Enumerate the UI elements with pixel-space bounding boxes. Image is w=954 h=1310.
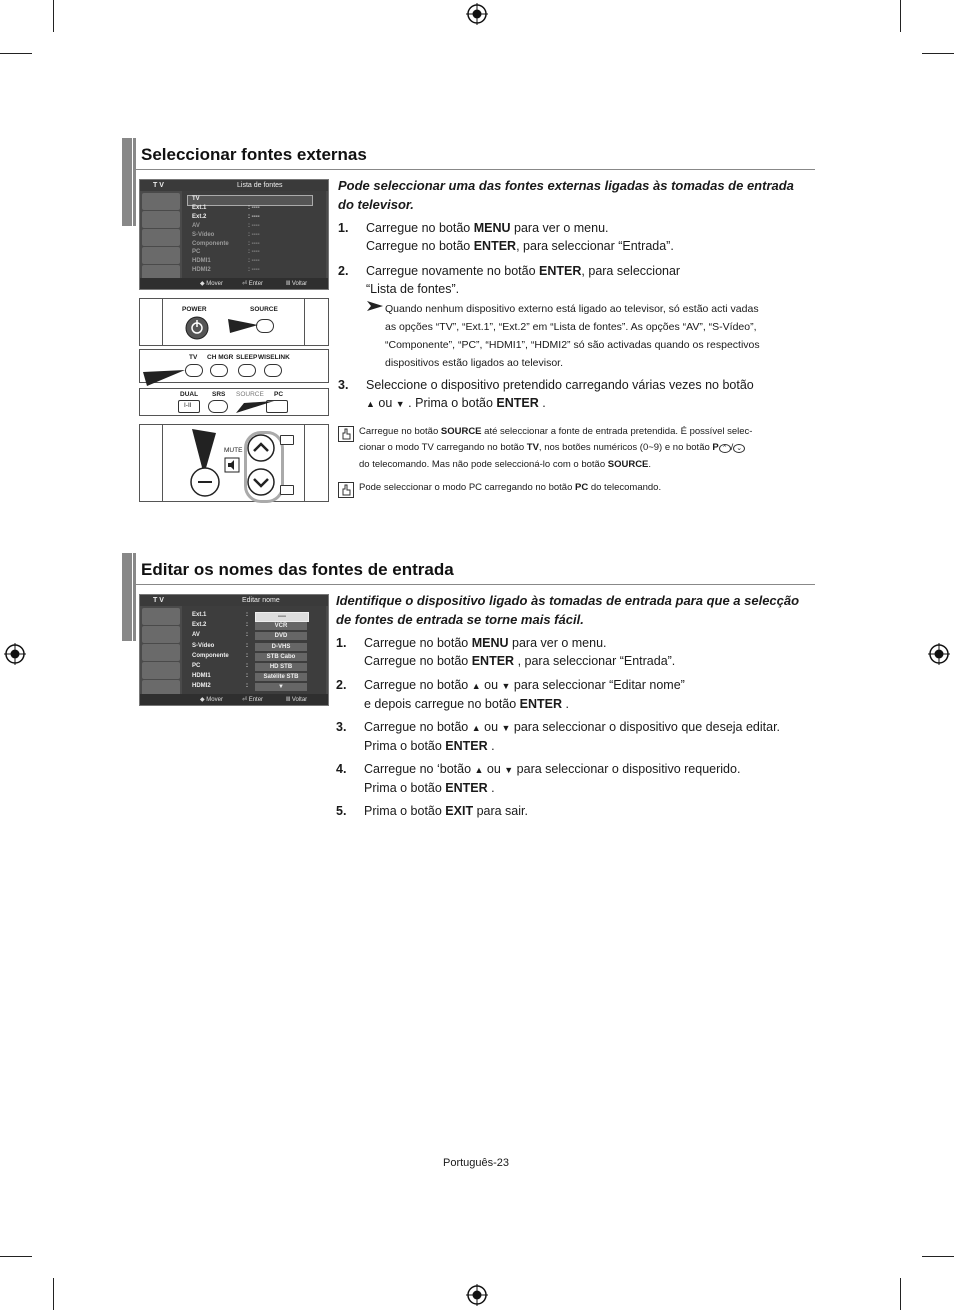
pointer-arrow-icon (236, 399, 276, 415)
up-arrow-icon: ▲ (366, 399, 375, 409)
menu-left-label: T V (153, 597, 164, 604)
ch-up-icon: ⌃ (719, 444, 731, 453)
menu-item: Ext.1 (192, 612, 207, 618)
menu-item: AV (192, 222, 200, 229)
hand-note-icon (338, 482, 354, 498)
volume-down-icon (190, 467, 220, 497)
wiselink-label: WISELINK (258, 354, 290, 361)
menu-item-value: : ---- (248, 240, 260, 247)
menu-item: PC (192, 249, 201, 256)
menu-colon: : (246, 642, 248, 649)
menu-header (140, 180, 328, 191)
tv-menu-source-list (139, 179, 329, 290)
mute-icon (224, 457, 240, 473)
section-rule (133, 584, 815, 585)
menu-item: HDMI1 (192, 258, 211, 265)
edit-name-option: ▼ (255, 683, 307, 691)
menu-item-value: : ---- (248, 204, 260, 211)
section-intro: Identifique o dispositivo ligado às tomadas de entrada para que a selecção de fontes de entrada se torne mais fácil. (336, 593, 800, 627)
menu-panel (182, 191, 326, 278)
menu-colon: : (246, 673, 248, 680)
ch-down-icon: ⌄ (733, 444, 745, 453)
down-arrow-icon: ▼ (504, 765, 514, 775)
crop-mark (900, 1278, 901, 1310)
menu-title: Lista de fontes (237, 182, 283, 189)
menu-colon: : (246, 632, 248, 639)
footer-back: Ⅲ Voltar (286, 697, 308, 703)
section-title: Seleccionar fontes externas (141, 145, 367, 164)
menu-item: Ext.2 (192, 622, 207, 629)
chmgr-label: CH MGR (207, 354, 234, 361)
pc-label: PC (274, 391, 284, 398)
edit-name-option: Satélite STB (255, 673, 307, 681)
remote-mid-panel (139, 349, 329, 383)
crop-mark (900, 0, 901, 32)
menu-colon: : (246, 622, 248, 629)
edit-name-option: STB Cabo (255, 653, 307, 661)
menu-item-value: : ---- (248, 258, 260, 265)
menu-item: AV (192, 632, 200, 639)
menu-item: TV (192, 196, 200, 202)
section-bar (133, 553, 136, 641)
menu-item-value: : ---- (248, 249, 260, 256)
edit-name-option: ---- (255, 612, 309, 622)
menu-colon: : (246, 663, 248, 669)
footer-back: Ⅲ Voltar (286, 281, 308, 287)
edit-name-option: VCR (255, 622, 307, 630)
srs-label: SRS (212, 391, 226, 398)
menu-left-label: T V (153, 182, 164, 189)
channel-up-icon (246, 433, 276, 463)
footer-enter: ⏎ Enter (242, 697, 264, 703)
menu-item: Ext.2 (192, 213, 207, 220)
wiselink-button (264, 364, 282, 377)
menu-item: PC (192, 663, 201, 669)
section-rule (133, 169, 815, 170)
footer-enter: ⏎ Enter (242, 281, 264, 287)
tip-source: Carregue no botão SOURCE até seleccionar a fonte de entrada pretendida. É possível selec- cionar o modo TV carregando no botão TV, nos botões numéricos (0~9) e no botão P ⌃ / ⌄ do telecomando. Mas não pode seleccioná-lo com o botão SOURCE. (359, 426, 753, 470)
power-button-icon (185, 316, 209, 340)
menu-header (140, 595, 328, 606)
dual-label: DUAL (180, 391, 199, 398)
up-arrow-icon: ▲ (471, 681, 481, 691)
section-bar (122, 138, 132, 226)
pointer-arrow-icon (228, 315, 262, 335)
note-text: Quando nenhum dispositivo externo está ligado ao televisor, só estão acti vadas as opções “TV”, “Ext.1”, “Ext.2” em “Lista de fontes”. As opções “AV”, “S-Vídeo”, “Componente”, “PC”, “HDMI1”, “HDMI2” só são activadas quando os respectivos dispositivos estão ligados ao televisor. (385, 303, 760, 369)
menu-footer (140, 278, 328, 289)
remote-bottom-panel (139, 424, 329, 502)
crop-mark (922, 1256, 954, 1257)
menu-footer (140, 694, 328, 705)
source2-label: SOURCE (236, 391, 264, 398)
footer-move: ◆ Mover (200, 697, 223, 703)
side-button (280, 485, 294, 495)
section-bar (122, 553, 132, 641)
menu-item-value: : ---- (248, 222, 260, 229)
tv-button (185, 364, 203, 377)
channel-down-icon (246, 467, 276, 497)
menu-item: S-Vídeo (192, 231, 215, 238)
menu-item: Ext.1 (192, 204, 207, 211)
section-title: Editar os nomes das fontes de entrada (141, 560, 454, 579)
edit-name-option: D-VHS (255, 643, 307, 651)
menu-item: Componente (192, 240, 229, 247)
menu-colon: : (246, 612, 248, 618)
hand-note-icon (338, 426, 354, 442)
chmgr-button (210, 364, 228, 377)
menu-item-value: : ---- (248, 231, 260, 238)
power-label: POWER (182, 306, 207, 313)
registration-mark-icon (928, 643, 950, 665)
menu-side-icons (142, 608, 180, 698)
remote-lower-panel (139, 388, 329, 416)
menu-item-value: : ---- (248, 213, 260, 220)
menu-side-icons (142, 193, 180, 283)
up-arrow-icon: ▲ (474, 765, 484, 775)
crop-mark (53, 0, 54, 32)
menu-item: HDMI2 (192, 267, 211, 274)
registration-mark-icon (466, 1284, 488, 1306)
menu-item: Componente (192, 652, 229, 659)
menu-panel (182, 606, 326, 694)
edit-name-option: DVD (255, 632, 307, 640)
registration-mark-icon (466, 3, 488, 25)
source-label: SOURCE (250, 306, 278, 313)
sleep-button (238, 364, 256, 377)
down-arrow-icon: ▼ (501, 723, 511, 733)
registration-mark-icon (4, 643, 26, 665)
edit-name-option: HD STB (255, 663, 307, 671)
menu-item-value: : ---- (248, 267, 260, 274)
section-intro: Pode seleccionar uma das fontes externas ligadas às tomadas de entrada do televisor. (338, 178, 794, 212)
up-arrow-icon: ▲ (471, 723, 481, 733)
footer-move: ◆ Mover (200, 281, 223, 287)
tip-pc: Pode seleccionar o modo PC carregando no botão PC do telecomando. (359, 482, 662, 493)
menu-item: HDMI2 (192, 683, 211, 690)
tv-label: TV (189, 354, 198, 361)
mute-label: MUTE (224, 447, 243, 454)
menu-colon: : (246, 652, 248, 659)
down-arrow-icon: ▼ (501, 681, 511, 691)
sleep-label: SLEEP (236, 354, 258, 361)
down-arrow-icon: ▼ (395, 399, 405, 409)
remote-top-panel (139, 298, 329, 346)
note-arrow-icon (367, 301, 383, 311)
side-button (280, 435, 294, 445)
menu-colon: : (246, 683, 248, 690)
crop-mark (0, 53, 32, 54)
menu-title: Editar nome (242, 597, 280, 604)
srs-button (208, 400, 228, 413)
crop-mark (0, 1256, 32, 1257)
page-number: Português-23 (443, 1157, 510, 1169)
menu-item: S-Vídeo (192, 642, 215, 649)
crop-mark (53, 1278, 54, 1310)
menu-item: HDMI1 (192, 673, 211, 680)
crop-mark (922, 53, 954, 54)
tv-menu-edit-name (139, 594, 329, 706)
dual-button: I-II (178, 400, 200, 413)
section-bar (133, 138, 136, 226)
